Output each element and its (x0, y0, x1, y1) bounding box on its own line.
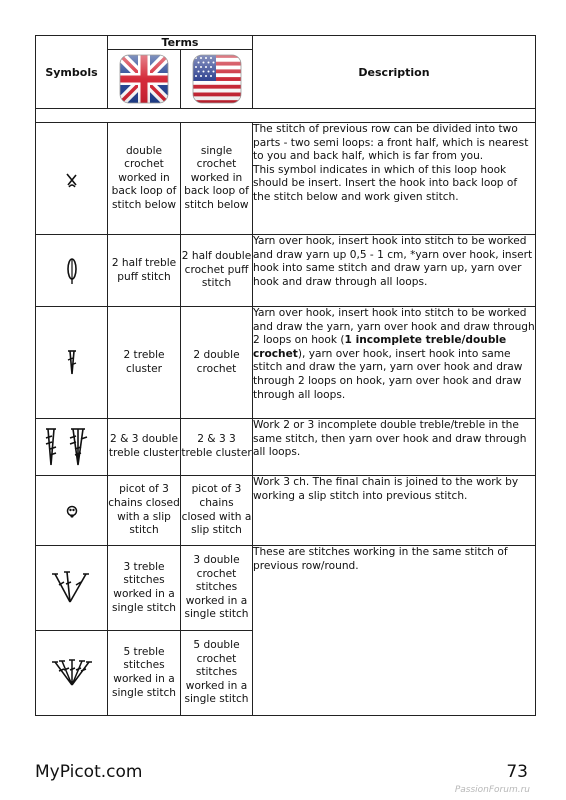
two-three-cluster-icon (41, 425, 103, 469)
uk-term: 3 treble stitches worked in a single stitch (108, 546, 181, 631)
us-term: single crochet worked in back loop of stitch below (181, 123, 253, 235)
uk-flag-icon (119, 54, 169, 104)
five-treble-same-stitch-icon (52, 658, 92, 688)
table-row (36, 307, 536, 419)
description-cell: The stitch of previous row can be divided into two parts - two semi loops: a front half, which is nearest to you and back half, which is far from you. This symbol indicates in which of this loop hook should be insert. Insert the hook into back loop of the stitch below and work given stitch. (253, 123, 536, 235)
symbol-cell (36, 631, 108, 716)
description-cell: Yarn over hook, insert hook into stitch to be worked and draw the yarn, yarn over hook and draw through 2 loops on hook (1 incomplete treble/double crochet), yarn over hook, insert hook into same stitch and draw the yarn, yarn over hook and draw through 2 loops on hook, yarn over hook and draw through all loops. (253, 307, 536, 419)
uk-term: 2 & 3 double treble cluster (108, 419, 181, 476)
table-header-row (36, 36, 536, 50)
table-row (36, 123, 536, 235)
back-loop-single-crochet-icon (65, 172, 79, 188)
uk-term: 2 half treble puff stitch (108, 235, 181, 307)
cluster-icon (64, 348, 80, 378)
symbol-cell (36, 123, 108, 235)
us-term: 3 double crochet stitches worked in a single stitch (181, 546, 253, 631)
uk-term: double crochet worked in back loop of stitch below (108, 123, 181, 235)
description-cell: Yarn over hook, insert hook into stitch to be worked and draw yarn up 0,5 - 1 cm, *yarn over hook, insert hook into same stitch and draw yarn up, yarn over hook and draw through all loops. (253, 235, 536, 307)
us-term: 5 double crochet stitches worked in a single stitch (181, 631, 253, 716)
symbol-cell (36, 307, 108, 419)
table-row (36, 476, 536, 546)
puff-stitch-icon (65, 257, 79, 285)
symbol-cell (36, 546, 108, 631)
description-cell: Work 2 or 3 incomplete double treble/treble in the same stitch, then yarn over hook and draw through all loops. (253, 419, 536, 476)
symbol-cell (36, 476, 108, 546)
symbols-header: Symbols (36, 36, 108, 109)
uk-term: picot of 3 chains closed with a slip stitch (108, 476, 181, 546)
table-row (36, 546, 536, 631)
us-flag-icon (192, 54, 242, 104)
site-name: MyPicot.com (35, 762, 143, 782)
watermark: PassionForum.ru (454, 785, 530, 795)
three-treble-same-stitch-icon (52, 570, 92, 606)
symbol-cell (36, 235, 108, 307)
page-number: 73 (506, 762, 528, 782)
terms-header: Terms (108, 36, 253, 50)
picot-icon (65, 505, 79, 519)
spacer-row (36, 109, 536, 123)
symbol-cell (36, 419, 108, 476)
description-header: Description (253, 36, 536, 109)
us-flag-cell (181, 50, 253, 109)
us-term: picot of 3 chains closed with a slip stitch (181, 476, 253, 546)
description-cell: These are stitches working in the same stitch of previous row/round. (253, 546, 536, 716)
us-term: 2 half double crochet puff stitch (181, 235, 253, 307)
us-term: 2 & 3 3 treble cluster (181, 419, 253, 476)
uk-term: 2 treble cluster (108, 307, 181, 419)
description-cell: Work 3 ch. The final chain is joined to the work by working a slip stitch into previous stitch. (253, 476, 536, 546)
us-term: 2 double crochet (181, 307, 253, 419)
uk-flag-cell (108, 50, 181, 109)
table-row (36, 235, 536, 307)
uk-term: 5 treble stitches worked in a single stitch (108, 631, 181, 716)
table-row (36, 419, 536, 476)
crochet-symbols-table (35, 35, 536, 716)
